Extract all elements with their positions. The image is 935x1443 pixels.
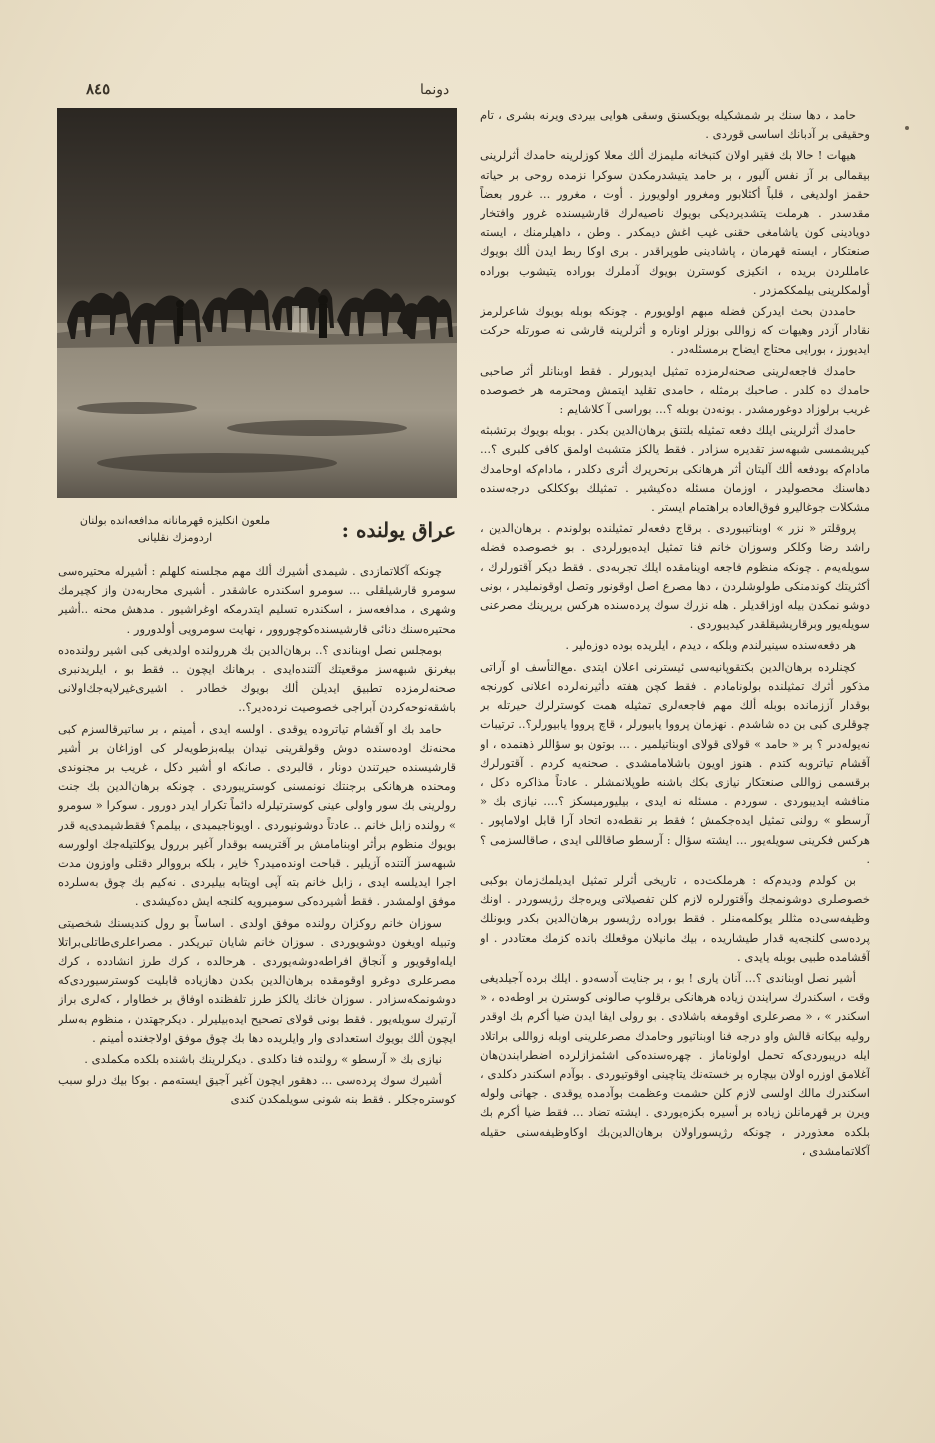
page-number: ٨٤٥ [86,80,111,98]
paragraph: حامدك أثرلرينى ايلك دفعه تمثيله بلتنق برهان‌الدين بكدر . بوبله بويوك برتشبثه كيريشمسى شبهه‌سز تقديره سزادر . فقط يالكز متشبث اولمق كافى كلبرى ؟... مادام‌كه بودفعه ألك آليتان أثر هرهانكى برتحريرك أثرى دكلدر ، مادام‌كه اوحامدك دهاسنك محصوليدر ، اوزمان مسئله ده‌كيشير . تمثيلك بوككلكى درجه‌سنده مشكلات جوغاليرو فوق‌العاده براهتمام ايستر . [480,423,870,515]
left-text-column [58,562,456,1442]
paragraph: چونكه آكلاتمازدى . شيمدى أشيرك ألك مهم مجلسنه كلهلم : أشيرله محتيره‌سى سومرو قارشيلقلى ... سومرو اسكندره عاشقدر . أشيرى محاربه‌دن واز كچيرمك وشهرى ، مدافعه‌سز ، اسكندره تسليم ايتدرمكه اوغراشيور . مدهش محنه ..أشير محتيره‌سنك دنائى قارشيسنده‌كوچوروور ، نهايت سومرويى أولدورور . [58,564,456,636]
photograph-image [57,108,457,498]
photograph-camel-caravan [57,108,457,498]
paragraph: سوزان خانم روكزان رولنده موفق اولدى . اساساً بو رول كنديسنك شخصيتى وتبيله اويغون دوشويوردى . سوزان خانم شايان تبريكدر . مصراعلرى‌طاتلى‌براتلا ايله‌اوقويور و آنجاق افراطه‌دوشه‌يوردى . هرحالده ، كرك طرز انشادده ، كرك مصرعلرى دوغرو اوقومقده برهان‌الدين بكدن دهازياده قابليت كوسترسيوردى‌كه دوشونمكه‌سزادر . سوزان خانك يالكز طرز تلفظنده اوفاق بر خطاوار ، كه‌لرى براز آرتيرك سويله‌يور . فقط بونى قولاى تصحيح ايده‌بيليرلر . ديكرجهتدن ، منظوم به‌سلر ايچون ألك بويوك استعدادى وار وايلريده دها بك چوق موفق اولاجغنده أمينم . [58,915,456,1045]
paragraph: حامد ، دها سنك بر شمشكيله بويكسنق وسقى هوايى بيردى ويرنه بشرى ، تام وحقيقى بر آدبانك اساسى قوردى . [480,108,870,142]
caption-title: عراق يولنده : [341,518,456,542]
paragraph: حامدك فاجعه‌لرينى صحنه‌لرمزده تمثيل ايديورلر . فقط اوبنانلر أثر صاحبى حامدك ده كلدر . صاحبك برمثله ، حامدى تقليد ايتمش ومحترمه هر خصوصده غريب برلوزاد دوغورمشدر . بونه‌دن بوبله ؟... بوراسى آ كلاشايم : [480,363,870,417]
paragraph: پروقلتر « نزر » اوبناتيبوردى . برقاج دفعه‌لر تمثيلنده بولوندم . برهان‌الدين ، راشد رضا وكلكر وسوزان خانم فنا تمثيل ايده‌يورلردى . بو خصوصده فضله سويله‌يه‌م . چونكه منظوم فاجعه اوينامقده ايلك تجربه‌دى . فقط ديكر آقتورلرك ، أكثريتك كوندمنكى طولوشلردن ، دها مصرع اصل اوقونور وتصل اوقونمليدر ، بونى دوشو نمكدن بيله اوزاقديلر . هله نزرك سوك پرده‌سنده هركس برپرينك مصرعنى سويله‌يور وبرقاريشيقلقدر كيديبوردى . [480,521,870,632]
paragraph: بن كولدم وديدم‌كه : هرملكت‌ده ، تاريخى أثرلر تمثيل ايديلمك‌زمان بوكبى خصوصلرى دوشونمجك وآقتورلره لازم كلن تفصيلاتى ويره‌جك رژيسوردر . اونك وظيفه‌سى‌ده مثللر يوكلمه‌منلر . فقط بوراده رژيسور برهان‌الدين بكدر وبونلك پرده‌سى كلنجه‌يه قدار طيشاريده ، بيك مانيلان موقعلك بانده كزمك معتاددر . او آقشامده طبيى بوبله يايدى . [480,872,870,964]
right-text-column [480,106,870,1396]
paragraph: حامددن بحث ايدركن فضله مبهم اولويورم . چونكه بوبله بويوك شاعرلرمز نقادار آزدر وهيهات كه زواللى بوزلر اوناره و أثرلرينه قارشى نه صورتله حركت ايديورز ، بورايى محتاج ايضاح برمسئله‌در . [480,304,870,357]
paragraph: بومجلس نصل اوبناندى ؟.. برهان‌الدين بك هررولنده اولديغى كبى اشير رولنده‌ده بيغرنق شبهه‌سز موقعيتك آلتنده‌ايدى . برهانك ايچون .. فقط بو ، ايلريدنبرى صحنه‌لرمزده تطبيق ايديلن ألك بويوك خطادر . اشيرى‌غيرلايه‌جك‌اولانى باشقه‌نوحه‌كردن آبراجى خصوصيت نرده‌دير؟.. [58,642,456,715]
running-title: دونما [420,82,450,98]
paragraph: أشيرك سوك پرده‌سى ... دهقور ايچون آغير آجيق ايسته‌مم . بوكا بيك درلو سبب كوستره‌جكلر . فقط بنه شونى سويلمكدن كندى [58,1073,456,1107]
paragraph: هيهات ! حالا بك فقير اولان كتبخانه ملیمزك ألك معلا كوزلرينه حامدك أثرلرينى بيقمالى بر آز نفس آليور ، بر حامد يتيشدرمكدن سوكرا نزمده روحى بر حياته حقمز اولديغى ، قلباً أكثلابور ومغرور اولويورز . أوت ، مغرور ... غرور بعضاً مقدسدر . هرملت يتشديرديكى بويوك ناصيه‌لرك قارشيسنده غرور وافتخار دويادينى كون ياشامغى حقنى غيب اغش دیمکدر . وطن ، داهيلرمنك ، ايسته صنعتكار ، ايسته قهرمان ، پاشادينى طوپراقدر . برى اوكا ربط ايدن ألك بويوك عامللردن بريده ، انكيزى كوسترن بويوك آدملرك بوراده يتيشوب بوراده أولمكلرينى بيلمككمزدر . [480,148,870,297]
paragraph: حامد بك او آقشام تياتروده يوقدى . اولسه ايدى ، أمينم ، بر ساتيرقالسزم كبى محنه‌نك اوده‌سنده دوش وقولقرينى نيدان بيله‌بزطويه‌لر كى اوزاغان بر أشير قارشيسنده حيرتندن دونار ، قالبردى . صانكه او أشير دكل ، غريب بر مجنوندى ومحنده هرهانكى برجنتك نونمسنى كوستريبوردى . چونكه برهان‌الدين بك جنت رولرينى بك سور واولى عينى كوسترتيلرله دائماً تكرار ايدر دورور . سوكرا « سومرو » رولنده زابل خانم .. عادتاً دوشونيوردى . اويوناجيميدى ، بيلمم؟ فقط‌شيمدى‌يه قدر بويوك منظوم برأثر اوبنامامش بر آقتريسه بوقدار آغير بررول يوكلتيله‌جك اولورسه شبهه‌سز آلتنده آزيلير . قباحت اونده‌ميدر؟ خاير ، بلكه برووالر دقتلى واوزون مدت اجرا ايديلسه ايدى ، زابل خانم بته آپى اويتابه بيليردى . نه‌كيم بك چوق به‌سلرده موفق اولمشدر . فقط أشيرده‌كى سوميرويه كلنجه ايش ده‌كيشدى . [58,721,456,909]
paragraph: هر دفعه‌سنده سينيرلندم وبلكه ، ديدم ، ايلريده بوده دوزه‌لير . [565,638,856,653]
photo-caption [60,508,456,558]
margin-dot [905,126,909,130]
paragraph: نيازى بك « آرسطو » رولنده فنا دكلدى . ديكرلرينك باشنده بلكده مكملدى . [84,1052,442,1067]
paragraph: كچنلرده برهان‌الدين بكتقوپانيه‌سى ئيسترنى اعلان ايتدى .مع‌التأسف او آراتى مذكور أثرك تمثيلنده بولونامادم . فقط كچن هفته دأثيرنه‌لرده اعلانى كورنجه بوقدار آززمانده بوبله ألك مهم فاجعه‌لرى تمثيله همت كوسترلرك حيرتله بر چوقلرى كبى بن ده شاشدم . نهزمان پرووا يابيورلر ، قاچ پرووا يابيورلر؟.. ترتيبات نه‌يوله‌دىر ؟ بر « حامد » قولاى قولاى اوبناتيلمير . ... بوتون بو سؤاللر ذهنمده ، او آقشام تياتروبه كتدم . هنوز اويون باشلامامشدى . صحنه‌يه كردم . آقتورلرك برقسمى زواللى صنعتكار نيازى بكك باشنه طوپلانمشلر . عادتاً مذاكره دكل ، منافشه ايديبوردى . سوردم . مسئله نه ايدى ، بيليورميسكز ؟.... نيازى بك « آرسطو » رولنى تمثيل ايده‌جكمش ؛ فقط بر نقطه‌ده اتحاد آرا قابل اولاماپور . هركس فكرينى سويله‌يور ... ايشته سؤال : آرسطو صاقاللى ايدى ، صاقالسزمى ؟ . [480,659,870,866]
paragraph: أشير نصل اوبناندى ؟... آنان يارى ! بو ، بر جنايت آدسه‌دو . ايلك برده آجيلديغى وقت ، اسكندرك سرايندن زياده هرهانكى برقلوپ صالونى كوسترن بر اوطه‌ده ، « اسكندر » ، « مصرعلرى اوقومغه باشلادى . بو رولى ايفا ايدن ضيا أكرم بك اوقدر روليه بيكانه قالش واو درجه فنا اوبناتيور وحامدك مصرعلرينى اوبله زواللى براتلاد ايله دريبوردى‌كه تحمل اولوناماز . چهره‌سنده‌كى اشئمزازلرده اضطرابندن‌هان آغلامق اوزره اولان بيچاره بر خسته‌نك يتاچينى اوقوتيوردى . بوآدم اسكندر دكلدى ، اسكندرك مالك اولسى لازم كلن حشمت وعظمت بوآدمده يوقدى . جهانى ولوله ويرن بر قهرمانلن زياده بر أسيره بكزه‌يوردى . ايشته تضاد ... فقط ضيا أكرم بك بلكده معذوردر ، چونكه رژيسوراولان برهان‌الدين‌بك اوكاوظيفه‌سنى حقيله آكلاتمامشدى ، [480,970,870,1158]
caption-subtitle: ملعون انكليزه قهرمانانه مدافعه‌انده بولنان اردومزك نقليانى [79,514,271,544]
